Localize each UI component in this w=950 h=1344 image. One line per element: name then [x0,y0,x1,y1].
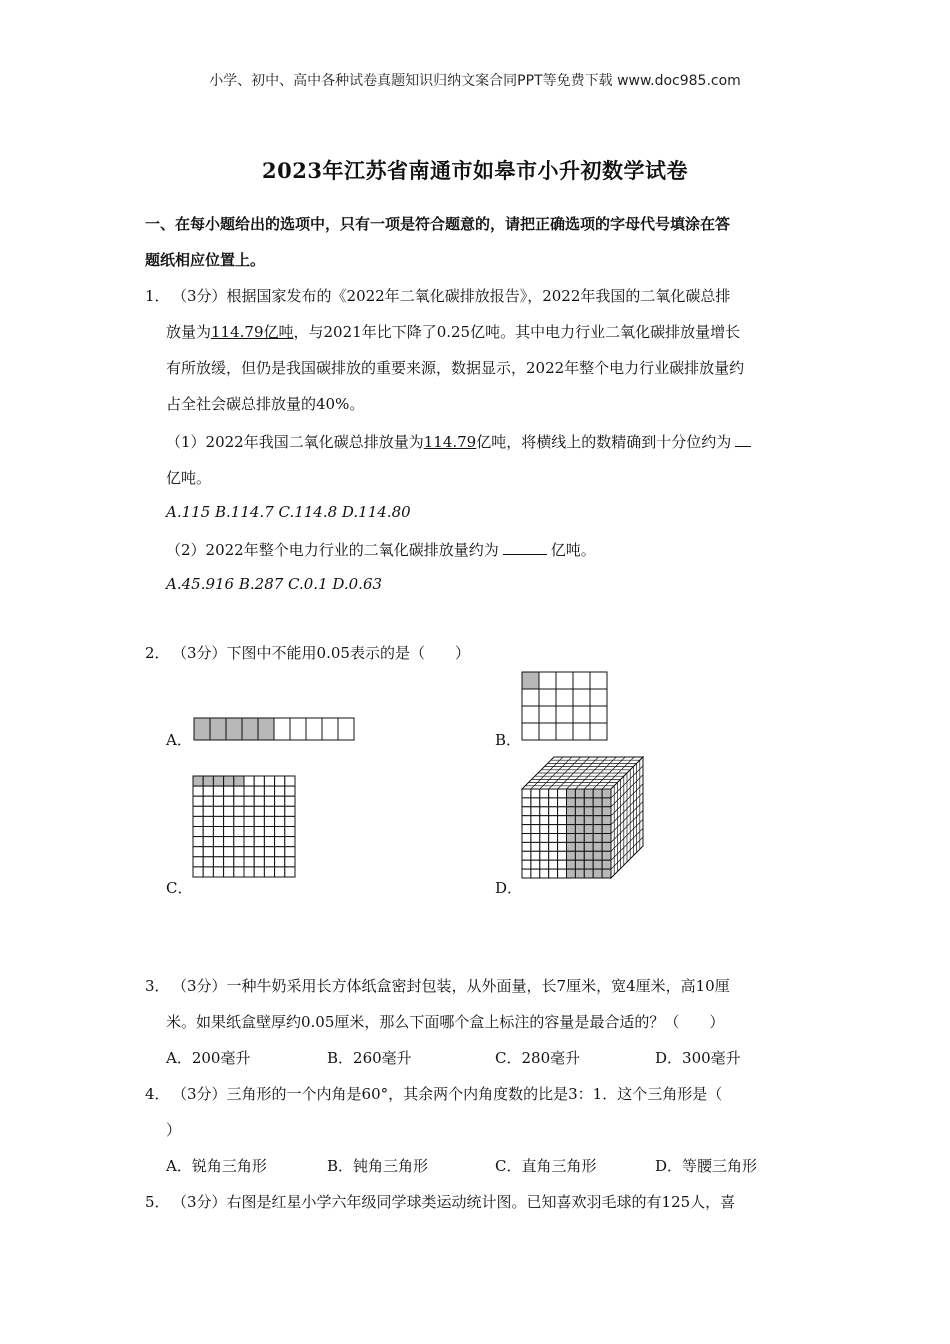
grid100-cell [254,867,264,877]
grid100-cell [203,816,213,826]
strip-cell [338,718,354,740]
cube-front-cell [540,807,549,816]
grid100-cell [213,827,223,837]
grid100-cell [275,847,285,857]
grid100-cell [213,806,223,816]
page-title: 2023年江苏省南通市如皋市小升初数学试卷 [262,158,688,183]
q1-sub1 [166,431,751,452]
cube-front-cell [540,851,549,860]
grid100-cell [193,806,203,816]
cube-front-cell [584,860,593,869]
grid20-cell [539,689,556,706]
grid100-cell [224,776,234,786]
cube-front-cell [593,789,602,798]
grid100-cell [234,776,244,786]
cube-front-cell [584,798,593,807]
q2-figure-d-cube[interactable] [521,756,644,880]
cube-front-cell [522,789,531,798]
q2-figure-a-strip[interactable] [193,717,356,742]
cube-front-cell [522,834,531,843]
cube-front-cell [540,860,549,869]
grid100-cell [193,816,203,826]
grid20-cell [573,706,590,723]
grid20-cell [556,689,573,706]
q4-line1: （3分）三角形的一个内角是60°，其余两个内角度数的比是3：1．这个三角形是（ [172,1085,723,1103]
grid100-cell [234,867,244,877]
q1-sub1-options: A.115 B.114.7 C.114.8 D.114.80 [166,503,411,521]
strip-cell [242,718,258,740]
grid100-cell [285,786,295,796]
cube-front-cell [558,834,567,843]
grid100-cell [213,867,223,877]
cube-front-cell [531,834,540,843]
q1-sub2-post: 亿吨。 [550,541,596,559]
q5-number: 5． [145,1193,170,1211]
cube-front-cell [522,869,531,878]
grid100-cell [244,816,254,826]
grid100-cell [203,786,213,796]
strip-cell [306,718,322,740]
cube-front-cell [567,851,576,860]
grid100-cell [234,847,244,857]
grid100-cell [213,776,223,786]
cube-front-cell [531,816,540,825]
cube-front-cell [584,851,593,860]
grid100-cell [203,806,213,816]
grid100-cell [203,867,213,877]
q1-sub2 [166,539,596,560]
strip-cell [194,718,210,740]
cube-front-cell [558,825,567,834]
grid20-cell [590,672,607,689]
cube-front-cell [575,851,584,860]
cube-front-cell [593,825,602,834]
cube-front-cell [567,860,576,869]
cube-front-cell [584,816,593,825]
grid100-cell [213,796,223,806]
grid100-cell [275,827,285,837]
q3-line1: （3分）一种牛奶采用长方体纸盒密封包装，从外面量，长7厘米，宽4厘米，高10厘 [172,977,730,995]
grid100-cell [203,796,213,806]
grid20-cell [539,723,556,740]
cube-front-cell [593,851,602,860]
cube-front-cell [584,834,593,843]
q1-sub1-end: 亿吨。 [166,469,212,487]
grid100-cell [254,857,264,867]
grid100-cell [203,837,213,847]
cube-front-cell [593,842,602,851]
cube-front-cell [584,842,593,851]
grid100-cell [234,786,244,796]
cube-front-cell [522,807,531,816]
grid100-cell [193,837,203,847]
cube-front-cell [567,842,576,851]
cube-front-cell [584,869,593,878]
grid100-cell [285,847,295,857]
cube-front-cell [575,842,584,851]
grid100-cell [234,857,244,867]
q1-sub2-pre: （2）2022年整个电力行业的二氧化碳排放量约为 [166,541,499,559]
cube-front-cell [531,851,540,860]
grid100-cell [285,796,295,806]
cube-front-cell [593,816,602,825]
grid100-cell [285,816,295,826]
grid100-cell [224,827,234,837]
cube-front-cell [558,807,567,816]
q4-option-c[interactable]: C．直角三角形 [495,1157,597,1175]
cube-front-cell [602,860,611,869]
grid20-cell [539,706,556,723]
grid100-cell [264,857,274,867]
q3-number: 3． [145,977,170,995]
grid100-cell [203,776,213,786]
cube-front-cell [531,798,540,807]
grid100-cell [193,857,203,867]
grid100-cell [193,776,203,786]
cube-front-cell [522,851,531,860]
grid100-cell [224,796,234,806]
grid100-cell [234,806,244,816]
grid100-cell [264,837,274,847]
q1-sub1-blank[interactable] [735,432,751,447]
grid100-cell [275,867,285,877]
cube-front-cell [531,807,540,816]
cube-front-cell [575,869,584,878]
grid100-cell [213,786,223,796]
cube-front-cell [593,798,602,807]
q1-line2 [166,321,740,342]
grid100-cell [203,827,213,837]
q2-figure-c-hundred-grid[interactable] [192,775,296,878]
grid100-cell [224,847,234,857]
cube-front-cell [549,816,558,825]
grid100-cell [244,776,254,786]
q2-label-c: C． [166,879,193,897]
cube-front-cell [522,798,531,807]
grid100-cell [254,776,264,786]
grid100-cell [213,857,223,867]
grid100-cell [193,796,203,806]
q2-label-d: D． [495,879,523,897]
q1-sub2-blank[interactable] [503,540,547,555]
q1-sub1-underlined: 114.79 [423,433,477,451]
cube-front-cell [549,834,558,843]
grid100-cell [264,827,274,837]
cube-front-cell [567,869,576,878]
cube-front-cell [522,842,531,851]
grid100-cell [285,857,295,867]
grid20-cell [556,723,573,740]
cube-front-cell [540,789,549,798]
cube-front-cell [593,834,602,843]
grid100-cell [285,867,295,877]
grid100-cell [244,867,254,877]
grid100-cell [275,816,285,826]
q2-text: （3分）下图中不能用0.05表示的是（ ） [172,644,470,662]
cube-front-cell [522,825,531,834]
q1-sub1-pre: （1）2022年我国二氧化碳总排放量为 [166,433,424,451]
grid100-cell [254,786,264,796]
grid20-cell [522,689,539,706]
grid100-cell [244,827,254,837]
cube-front-cell [531,860,540,869]
grid20-cell [556,672,573,689]
grid100-cell [264,786,274,796]
cube-front-cell [602,834,611,843]
q1-line2-post: ，与2021年比下降了0.25亿吨。其中电力行业二氧化碳排放量增长 [293,323,741,341]
grid20-cell [590,706,607,723]
grid100-cell [264,776,274,786]
q4-option-b[interactable]: B．钝角三角形 [327,1157,429,1175]
q4-number: 4． [145,1085,170,1103]
grid100-cell [244,806,254,816]
cube-front-cell [540,869,549,878]
grid100-cell [275,857,285,867]
q1-line2-pre: 放量为 [166,323,212,341]
grid100-cell [224,857,234,867]
cube-front-cell [602,807,611,816]
grid100-cell [285,806,295,816]
q1-line4: 占全社会碳总排放量的40%。 [166,395,365,413]
q2-label-a: A． [166,731,192,749]
grid20-cell [573,723,590,740]
cube-front-cell [558,842,567,851]
cube-front-cell [567,789,576,798]
cube-front-cell [531,789,540,798]
cube-front-cell [575,825,584,834]
grid100-cell [213,816,223,826]
grid100-cell [244,796,254,806]
grid100-cell [264,847,274,857]
cube-front-cell [567,798,576,807]
q1-number: 1． [145,287,170,305]
grid100-cell [275,796,285,806]
cube-front-cell [540,842,549,851]
q4-option-d[interactable]: D．等腰三角形 [655,1157,758,1175]
cube-front-cell [575,816,584,825]
grid100-cell [234,816,244,826]
grid100-cell [213,837,223,847]
cube-front-cell [567,807,576,816]
grid100-cell [234,796,244,806]
q3-option-b[interactable]: B．260毫升 [327,1049,412,1067]
cube-front-cell [522,860,531,869]
q3-option-c[interactable]: C．280毫升 [495,1049,581,1067]
q1-line3: 有所放缓，但仍是我国碳排放的重要来源，数据显示，2022年整个电力行业碳排放量约 [166,359,745,377]
grid20-cell [522,706,539,723]
grid100-cell [254,816,264,826]
grid100-cell [234,837,244,847]
grid100-cell [224,786,234,796]
cube-front-cell [531,825,540,834]
cube-front-cell [540,825,549,834]
cube-front-cell [549,807,558,816]
grid100-cell [244,837,254,847]
grid100-cell [244,847,254,857]
grid20-cell [522,723,539,740]
grid100-cell [285,776,295,786]
q3-option-d[interactable]: D．300毫升 [655,1049,741,1067]
cube-front-cell [575,860,584,869]
page-header: 小学、初中、高中各种试卷真题知识归纳文案合同PPT等免费下载 www.doc985.com [209,73,741,89]
grid100-cell [224,867,234,877]
cube-front-cell [575,834,584,843]
grid100-cell [275,837,285,847]
cube-front-cell [549,789,558,798]
grid100-cell [193,847,203,857]
q3-line2: 米。如果纸盒壁厚约0.05厘米，那么下面哪个盒上标注的容量是最合适的？（ ） [166,1013,725,1031]
grid20-cell [590,723,607,740]
cube-front-cell [558,869,567,878]
cube-front-cell [549,869,558,878]
grid100-cell [264,867,274,877]
cube-front-cell [602,816,611,825]
grid100-cell [275,786,285,796]
grid20-cell [573,689,590,706]
cube-front-cell [531,842,540,851]
grid100-cell [193,827,203,837]
grid100-cell [193,867,203,877]
grid100-cell [254,796,264,806]
strip-cell [322,718,338,740]
cube-front-cell [531,869,540,878]
q2-label-b: B． [495,731,522,749]
q1-line2-underlined: 114.79亿吨 [211,323,294,341]
grid100-cell [203,847,213,857]
cube-front-cell [549,860,558,869]
cube-front-cell [549,842,558,851]
q1-line1: （3分）根据国家发布的《2022年二氧化碳排放报告》，2022年我国的二氧化碳总排 [172,287,731,305]
q1-sub1-post: 亿吨，将横线上的数精确到十分位约为 [476,433,732,451]
strip-cell [258,718,274,740]
grid100-cell [275,776,285,786]
cube-front-cell [575,807,584,816]
q4-option-a[interactable]: A．锐角三角形 [166,1157,267,1175]
cube-front-cell [584,789,593,798]
grid100-cell [244,786,254,796]
grid20-cell [573,672,590,689]
grid100-cell [285,827,295,837]
grid100-cell [275,806,285,816]
cube-front-cell [593,869,602,878]
cube-front-cell [567,825,576,834]
section-heading-line1: 一、在每小题给出的选项中，只有一项是符合题意的，请把正确选项的字母代号填涂在答 [145,215,731,233]
grid100-cell [224,816,234,826]
grid20-cell [590,689,607,706]
cube-front-cell [558,851,567,860]
cube-front-cell [549,851,558,860]
cube-front-cell [602,798,611,807]
strip-cell [226,718,242,740]
cube-front-cell [558,789,567,798]
grid100-cell [254,847,264,857]
grid100-cell [234,827,244,837]
grid20-cell [556,706,573,723]
cube-front-cell [602,825,611,834]
grid20-cell [539,672,556,689]
cube-front-cell [584,825,593,834]
grid100-cell [264,796,274,806]
q5-line1: （3分）右图是红星小学六年级同学球类运动统计图。已知喜欢羽毛球的有125人，喜 [172,1193,736,1211]
cube-front-cell [575,798,584,807]
grid100-cell [203,857,213,867]
cube-front-cell [522,816,531,825]
grid100-cell [254,837,264,847]
q2-number: 2． [145,644,170,662]
cube-front-cell [567,834,576,843]
cube-front-cell [558,816,567,825]
cube-front-cell [567,816,576,825]
grid100-cell [285,837,295,847]
q2-figure-b-grid[interactable] [521,671,610,742]
grid100-cell [244,857,254,867]
strip-cell [210,718,226,740]
grid100-cell [254,827,264,837]
cube-front-cell [602,789,611,798]
cube-front-cell [584,807,593,816]
q4-line2: ） [166,1121,182,1139]
q3-option-a[interactable]: A．200毫升 [166,1049,251,1067]
cube-front-cell [575,789,584,798]
grid100-cell [193,786,203,796]
strip-cell [290,718,306,740]
cube-front-cell [549,825,558,834]
grid20-cell [522,672,539,689]
grid100-cell [224,806,234,816]
cube-front-cell [593,807,602,816]
grid100-cell [213,847,223,857]
cube-front-cell [593,860,602,869]
cube-front-cell [558,860,567,869]
cube-front-cell [540,816,549,825]
strip-cell [274,718,290,740]
grid100-cell [264,816,274,826]
cube-front-cell [540,798,549,807]
cube-front-cell [602,842,611,851]
grid100-cell [264,806,274,816]
grid100-cell [254,806,264,816]
q1-sub2-options: A.45.916 B.287 C.0.1 D.0.63 [166,575,383,593]
cube-front-cell [602,851,611,860]
cube-front-cell [540,834,549,843]
cube-front-cell [602,869,611,878]
cube-front-cell [549,798,558,807]
section-heading-line2: 题纸相应位置上。 [145,251,266,269]
grid100-cell [224,837,234,847]
cube-front-cell [558,798,567,807]
